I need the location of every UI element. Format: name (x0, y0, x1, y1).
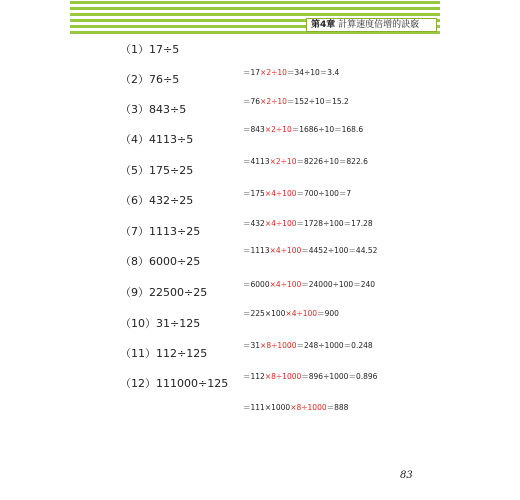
solution-line (243, 96, 349, 107)
page-number: 83 (400, 470, 413, 481)
problem-item: （8）6000÷25 (120, 255, 201, 268)
chapter-number: 第4章 (311, 20, 336, 30)
problem-item: （9）22500÷25 (120, 286, 208, 299)
problem-item: （7）1113÷25 (120, 225, 201, 238)
header-stripe (70, 1, 440, 4)
solution-highlight: ×8÷1000 (290, 403, 327, 412)
solution-line (243, 156, 368, 167)
header-stripe (70, 7, 440, 10)
solution-highlight: ×2÷10 (269, 157, 297, 166)
solution-text: ＝34÷10＝3.4 (286, 68, 340, 77)
problem-item: （11）112÷125 (120, 347, 208, 360)
solution-highlight: ×8÷1000 (264, 372, 302, 381)
problem-item: （4）4113÷5 (120, 133, 194, 146)
solution-text: ＝888 (326, 403, 349, 412)
solution-text: ＝24000÷100＝240 (301, 280, 376, 289)
solution-highlight: ×4÷100 (269, 246, 302, 255)
solution-line (243, 308, 339, 319)
solution-line (243, 124, 363, 135)
problem-item: （5）175÷25 (120, 164, 194, 177)
solution-text: ＝1728÷100＝17.28 (296, 219, 373, 228)
solution-text: ＝700÷100＝7 (296, 189, 352, 198)
solution-highlight: ×2÷10 (260, 68, 287, 77)
solution-text: ＝843 (243, 125, 265, 134)
problem-item: （12）111000÷125 (120, 377, 229, 390)
solution-line (243, 245, 377, 256)
problem-item: （2）76÷5 (120, 73, 180, 86)
solution-text: ＝6000 (243, 280, 270, 289)
solution-line (243, 67, 339, 78)
solution-text: ＝900 (317, 309, 339, 318)
solution-text: ＝112 (243, 372, 265, 381)
problem-item: （3）843÷5 (120, 103, 187, 116)
solution-text: ＝1113 (243, 246, 270, 255)
solution-text: ＝225×100 (243, 309, 286, 318)
solution-text: ＝4452÷100＝44.52 (301, 246, 378, 255)
chapter-header (306, 18, 437, 32)
solution-text: ＝8226÷10＝822.6 (296, 157, 368, 166)
solution-text: ＝152÷10＝15.2 (286, 97, 349, 106)
solution-text: ＝1686÷10＝168.6 (291, 125, 364, 134)
solution-line (243, 371, 377, 382)
solution-highlight: ×4÷100 (264, 189, 297, 198)
chapter-title: 計算速度倍增的訣竅 (338, 20, 420, 30)
solution-line (243, 402, 348, 413)
problem-item: （10）31÷125 (120, 317, 201, 330)
solution-text: ＝111×1000 (243, 403, 291, 412)
solution-text: ＝248÷1000＝0.248 (296, 341, 373, 350)
problem-item: （1）17÷5 (120, 43, 180, 56)
solution-text: ＝4113 (243, 157, 270, 166)
solution-highlight: ×2÷10 (260, 97, 287, 106)
problem-item: （6）432÷25 (120, 194, 194, 207)
solution-highlight: ×8÷1000 (260, 341, 297, 350)
solution-highlight: ×4÷100 (264, 219, 297, 228)
header-stripe (70, 13, 440, 16)
solution-highlight: ×2÷10 (264, 125, 292, 134)
solution-text: ＝31 (243, 341, 261, 350)
solution-line (243, 218, 373, 229)
solution-line (243, 188, 351, 199)
solution-text: ＝896÷1000＝0.896 (301, 372, 378, 381)
solution-highlight: ×4÷100 (269, 280, 302, 289)
solution-text: ＝432 (243, 219, 265, 228)
solution-text: ＝175 (243, 189, 265, 198)
solution-text: ＝76 (243, 97, 261, 106)
solution-line (243, 279, 375, 290)
solution-line (243, 340, 373, 351)
solution-text: ＝17 (243, 68, 261, 77)
solution-highlight: ×4÷100 (285, 309, 318, 318)
